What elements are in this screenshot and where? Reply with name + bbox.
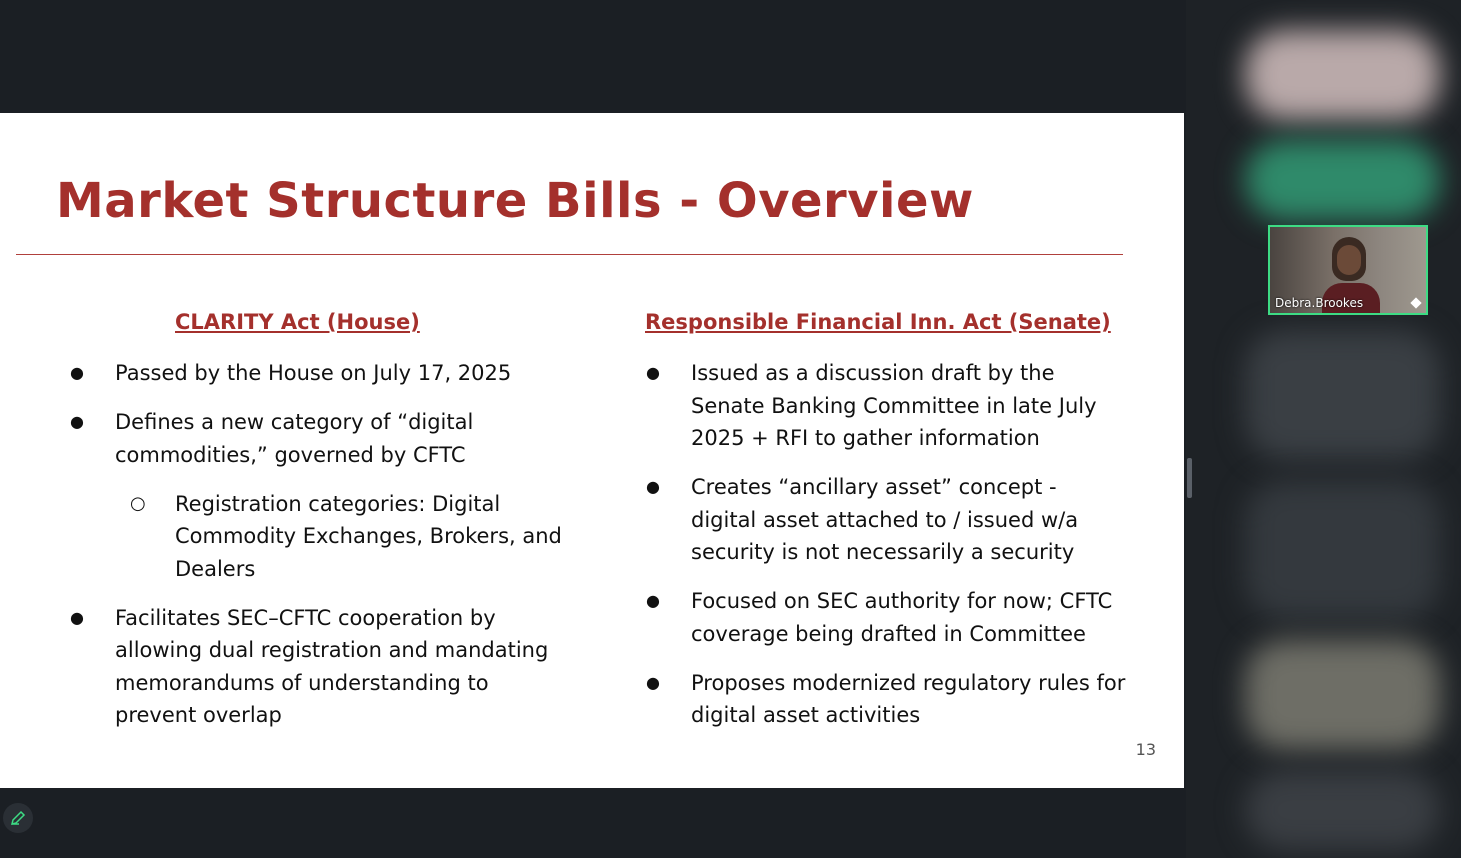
bullet-text: Focused on SEC authority for now; CFTC coverage being drafted in Committee: [691, 589, 1113, 646]
bullet-icon: ●: [70, 363, 84, 382]
bullet-text: Issued as a discussion draft by the Senate Banking Committee in late July 2025 + RFI to gather information: [691, 361, 1097, 450]
participant-tile-blurred[interactable]: [1245, 140, 1440, 220]
participant-tile-blurred[interactable]: [1245, 330, 1440, 460]
list-item: [646, 357, 1126, 455]
bullet-text: Registration categories: Digital Commodity Exchanges, Brokers, and Dealers: [175, 491, 562, 581]
pencil-icon: [10, 810, 26, 826]
bullet-icon: ●: [646, 363, 660, 382]
participant-tile-blurred[interactable]: [1245, 640, 1440, 750]
left-column-heading: CLARITY Act (House): [175, 310, 420, 334]
participant-name: Debra.Brookes: [1275, 296, 1364, 310]
bullet-icon: ●: [70, 412, 84, 431]
right-column-heading: Responsible Financial Inn. Act (Senate): [645, 310, 1111, 334]
participant-tile-blurred[interactable]: [1245, 30, 1440, 120]
presentation-slide: [0, 113, 1184, 788]
bullet-text: Facilitates SEC–CFTC cooperation by allowing dual registration and mandating memorandums of understanding to prevent overlap: [115, 605, 549, 727]
sub-bullet-icon: ○: [130, 492, 146, 514]
left-bullet-list: [70, 357, 570, 748]
list-item: [646, 471, 1126, 569]
list-item: [70, 488, 570, 586]
bullet-text: Passed by the House on July 17, 2025: [115, 361, 512, 385]
participant-tile-blurred[interactable]: [1245, 480, 1440, 620]
bullet-text: Creates “ancillary asset” concept - digital asset attached to / issued w/a security is not necessarily a security: [691, 475, 1079, 564]
slide-page-number: 13: [1135, 740, 1156, 759]
panel-resize-handle[interactable]: [1187, 458, 1192, 498]
bullet-text: Defines a new category of “digital commodities,” governed by CFTC: [115, 410, 474, 467]
annotate-button[interactable]: [3, 803, 33, 833]
avatar-face: [1337, 245, 1361, 275]
bullet-icon: ●: [646, 672, 660, 692]
title-divider: [16, 254, 1123, 255]
bullet-icon: ●: [646, 477, 660, 496]
list-item: [70, 602, 570, 732]
bullet-icon: ●: [646, 591, 660, 610]
bullet-text: Proposes modernized regulatory rules for digital asset activities: [691, 670, 1126, 727]
bullet-icon: ●: [70, 607, 84, 627]
list-item: [646, 667, 1126, 732]
slide-title: Market Structure Bills - Overview: [56, 173, 974, 229]
list-item: [70, 357, 570, 390]
list-item: [70, 406, 570, 471]
active-speaker-tile[interactable]: [1268, 225, 1428, 315]
list-item: [646, 585, 1126, 650]
participant-tile-blurred[interactable]: [1245, 770, 1440, 850]
right-bullet-list: [646, 357, 1126, 748]
